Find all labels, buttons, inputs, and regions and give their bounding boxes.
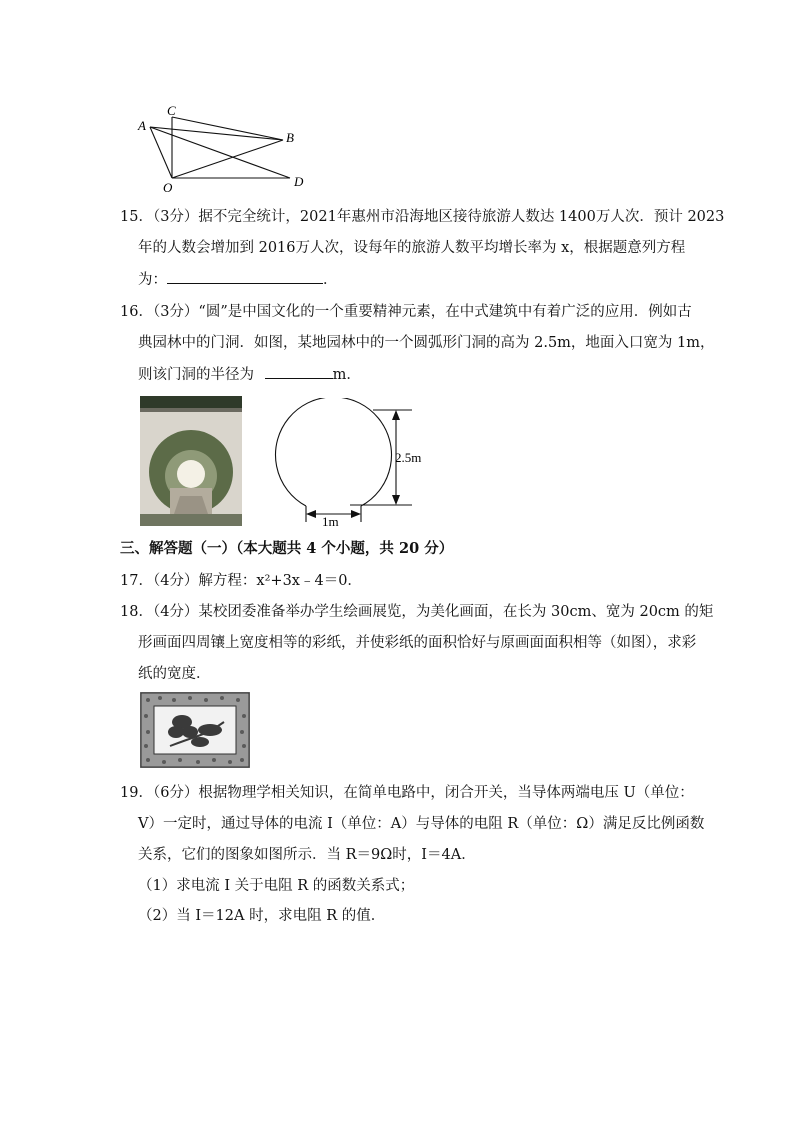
q18-line-3: 纸的宽度． [138, 666, 211, 682]
framed-painting-figure [140, 692, 250, 768]
q15-line-2: 年的人数会增加到 2016万人次，设每年的旅游人数平均增长率为 x，根据题意列方程 [138, 240, 686, 256]
label-point-D: D [294, 174, 304, 189]
figure-q16-circle-arch [270, 398, 440, 530]
q15-line-3 [138, 269, 338, 290]
section-heading: 三、解答题（一）（本大题共 4 个小题，共 20 分） [120, 540, 454, 557]
q15-prefix: 为： [138, 272, 167, 288]
label-point-C: C [167, 103, 176, 118]
q18-line-2: 形画面四周镶上宽度相等的彩纸，并使彩纸的面积恰好与原画面面积相等（如图），求彩 [138, 635, 697, 651]
q16-line-2: 典园林中的门洞．如图，某地园林中的一个圆弧形门洞的高为 2.5m，地面入口宽为 1m， [138, 335, 715, 351]
q19-sub-1: （1）求电流 I 关于电阻 R 的函数关系式； [138, 878, 415, 894]
q19-sub-2: （2）当 I＝12A 时，求电阻 R 的值． [138, 908, 386, 924]
q16-line-1: 16．（3分）“圆”是中国文化的一个重要精神元素，在中式建筑中有着广泛的应用．例如古 [120, 304, 692, 320]
q15-answer-blank[interactable] [167, 269, 323, 284]
figure-q14-geometry [130, 100, 320, 195]
q19-line-1: 19．（6分）根据物理学相关知识，在简单电路中，闭合开关，当导体两端电压 U（单位： [120, 785, 694, 801]
label-point-A: A [138, 118, 146, 133]
q16-suffix: m． [332, 367, 361, 383]
q16-width-label: 1m [322, 514, 339, 529]
q16-prefix: 则该门洞的半径为 [138, 367, 254, 383]
q16-line-3 [138, 364, 361, 385]
moon-gate-photo [140, 396, 242, 526]
q19-line-3: 关系，它们的图象如图所示．当 R＝9Ω时，I＝4A． [138, 847, 476, 863]
q16-answer-blank[interactable] [265, 364, 333, 379]
q18-line-1: 18．（4分）某校团委准备举办学生绘画展览，为美化画面，在长为 30cm、宽为 20cm 的矩 [120, 604, 714, 620]
q16-height-label: 2.5m [395, 450, 422, 465]
q19-line-2: V）一定时，通过导体的电流 I（单位：A）与导体的电阻 R（单位：Ω）满足反比例函数 [138, 816, 705, 832]
label-point-O: O [163, 180, 173, 195]
q15-line-1: 15．（3分）据不完全统计，2021年惠州市沿海地区接待旅游人数达 1400万人次．预计 2023 [120, 209, 725, 225]
q17-text: 17．（4分）解方程：x²+3x﹣4＝0． [120, 573, 362, 589]
q15-suffix: ． [323, 272, 338, 288]
label-point-B: B [286, 130, 294, 145]
